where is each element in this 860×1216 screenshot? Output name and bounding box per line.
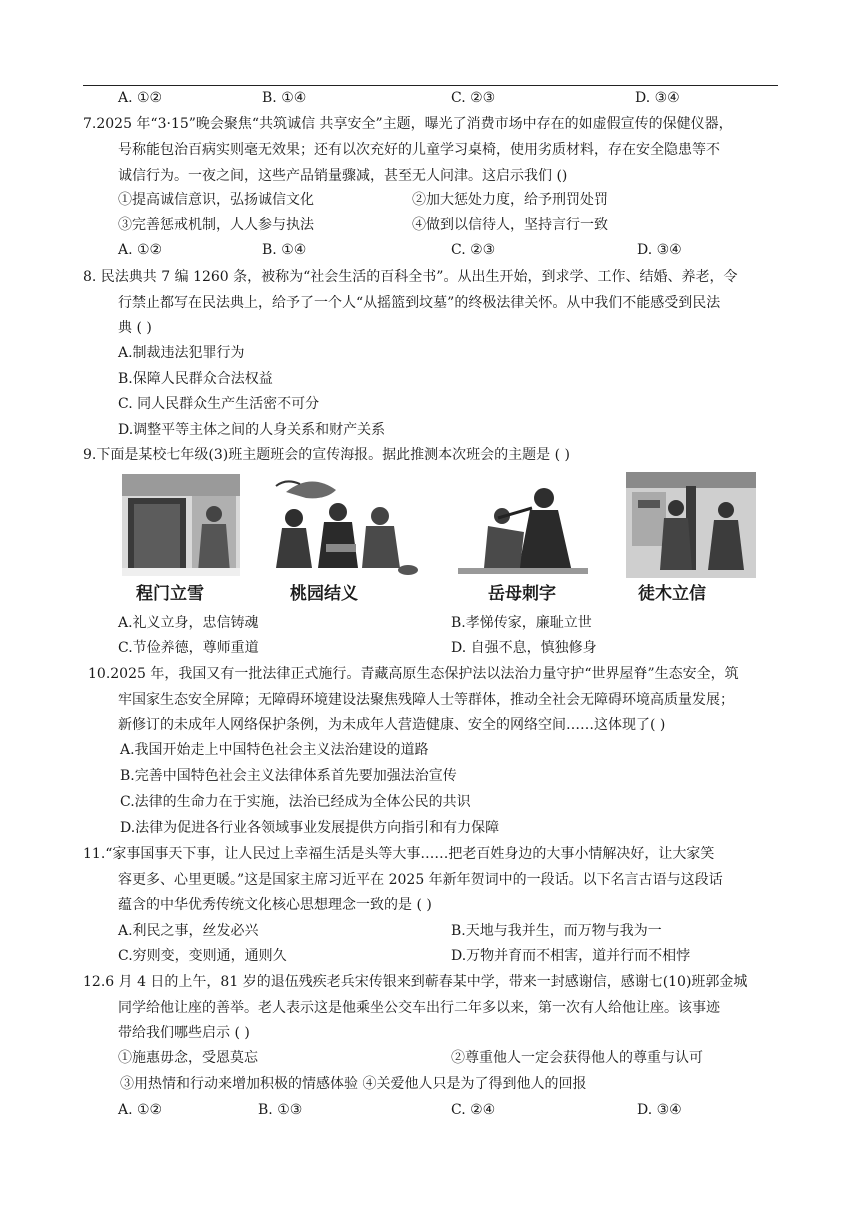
- q12-stem-line2: 同学给他让座的善举。老人表示这是他乘坐公交车出行二年多以来，第一次有人给他让座。该事迹: [118, 1000, 720, 1016]
- q10-stem-line1: 10.2025 年，我国又有一批法律正式施行。青藏高原生态保护法以法治力量守护“世界屋脊”生态安全，筑: [88, 666, 739, 682]
- q11-option-a: A.利民之事，丝发必兴: [118, 923, 259, 939]
- q8-stem-line3: 典 ( ): [118, 320, 152, 336]
- q10-option-c: C.法律的生命力在于实施，法治已经成为全体公民的共识: [120, 794, 471, 810]
- q9-option-a: A.礼义立身，忠信铸魂: [118, 615, 259, 631]
- q10-option-d: D.法律为促进各行业各领域事业发展提供方向指引和有力保障: [120, 820, 500, 836]
- q8-option-d: D.调整平等主体之间的人身关系和财产关系: [118, 422, 386, 438]
- q7-statement-4: ④做到以信待人，坚持言行一致: [412, 217, 608, 233]
- q10-stem-line2: 牢国家生态安全屏障；无障碍环境建设法聚焦残障人士等群体，推动全社会无障碍环境高质量发展；: [118, 692, 734, 708]
- caption-3: 岳母刺字: [488, 584, 556, 604]
- caption-4: 徒木立信: [638, 584, 706, 604]
- q12-stem-line1: 12.6 月 4 日的上午，81 岁的退伍残疾老兵宋传银来到蕲春某中学，带来一封感谢信，感谢七(10)班郭金城: [83, 974, 748, 990]
- q11-stem-line2: 容更多、心里更暖。”这是国家主席习近平在 2025 年新年贺词中的一段话。以下名言古语与这段话: [118, 872, 723, 888]
- poster-image-snow-at-door: [122, 472, 240, 578]
- q8-stem-line2: 行禁止都写在民法典上，给予了一个人“从摇篮到坟墓”的终极法律关怀。从中我们不能感受到民法: [118, 295, 721, 311]
- poster-images: [118, 472, 778, 617]
- q8-option-a: A.制裁违法犯罪行为: [118, 345, 245, 361]
- option-c: C. ②③: [451, 90, 496, 106]
- q8-option-c: C. 同人民群众生产生活密不可分: [118, 396, 320, 412]
- q11-stem-line1: 11.“家事国事天下事，让人民过上幸福生活是头等大事……把老百姓身边的大事小情解决好，让大家笑: [83, 846, 715, 862]
- q9-option-d: D. 自强不息，慎独修身: [451, 640, 597, 656]
- q8-stem-line1: 8. 民法典共 7 编 1260 条，被称为“社会生活的百科全书”。从出生开始，到求学、工作、结婚、养老，令: [83, 269, 738, 285]
- q9-option-b: B.孝悌传家，廉耻立世: [451, 615, 592, 631]
- q7-statement-2: ②加大惩处力度，给予刑罚处罚: [412, 192, 608, 208]
- q7-stem-line3: 诚信行为。一夜之间，这些产品销量骤减，甚至无人问津。这启示我们 (): [118, 168, 568, 184]
- q11-option-b: B.天地与我并生，而万物与我为一: [451, 923, 662, 939]
- q9-option-c: C.节俭养德，尊师重道: [118, 640, 259, 656]
- q10-option-b: B.完善中国特色社会主义法律体系首先要加强法治宣传: [120, 768, 457, 784]
- q10-stem-line3: 新修订的未成年人网络保护条例，为未成年人营造健康、安全的网络空间……这体现了( ): [118, 717, 666, 733]
- q7-statement-1: ①提高诚信意识，弘扬诚信文化: [118, 192, 314, 208]
- q12-statement-2: ②尊重他人一定会获得他人的尊重与认可: [451, 1050, 703, 1066]
- q7-option-a: A. ①②: [118, 242, 163, 258]
- option-d: D. ③④: [635, 90, 680, 106]
- q10-option-a: A.我国开始走上中国特色社会主义法治建设的道路: [120, 742, 429, 758]
- q7-option-b: B. ①④: [262, 242, 307, 258]
- q7-statement-3: ③完善惩戒机制，人人参与执法: [118, 217, 314, 233]
- q7-option-d: D. ③④: [637, 242, 682, 258]
- q11-stem-line3: 蕴含的中华优秀传统文化核心思想理念一致的是 ( ): [118, 897, 432, 913]
- option-b: B. ①④: [262, 90, 307, 106]
- q9-stem-line1: 9.下面是某校七年级(3)班主题班会的宣传海报。据此推测本次班会的主题是 ( ): [83, 447, 571, 463]
- q12-option-d: D. ③④: [637, 1102, 682, 1118]
- poster-image-moving-log: [626, 472, 756, 578]
- q11-option-c: C.穷则变，变则通，通则久: [118, 948, 287, 964]
- q12-statement-3-4: ③用热情和行动来增加积极的情感体验 ④关爱他人只是为了得到他人的回报: [120, 1076, 587, 1092]
- q12-option-b: B. ①③: [258, 1102, 303, 1118]
- q12-stem-line3: 带给我们哪些启示 ( ): [118, 1025, 250, 1041]
- q7-stem-line1: 7.2025 年“3·15”晚会聚焦“共筑诚信 共享安全”主题，曝光了消费市场中存在的如虚假宣传的保健仪器，: [83, 116, 733, 132]
- poster-image-peach-garden: [266, 472, 421, 578]
- q7-option-c: C. ②③: [451, 242, 496, 258]
- top-divider: [83, 85, 778, 86]
- caption-1: 程门立雪: [136, 584, 204, 604]
- q11-option-d: D.万物并育而不相害，道并行而不相悖: [451, 948, 691, 964]
- q12-statement-1: ①施惠毋念，受恩莫忘: [118, 1050, 258, 1066]
- poster-image-mother-tattoo: [458, 472, 588, 578]
- q12-option-a: A. ①②: [118, 1102, 163, 1118]
- option-a: A. ①②: [118, 90, 163, 106]
- caption-2: 桃园结义: [290, 584, 358, 604]
- q12-option-c: C. ②④: [451, 1102, 496, 1118]
- q8-option-b: B.保障人民群众合法权益: [118, 371, 273, 387]
- q7-stem-line2: 号称能包治百病实则毫无效果；还有以次充好的儿童学习桌椅，使用劣质材料，存在安全隐患等不: [118, 142, 720, 158]
